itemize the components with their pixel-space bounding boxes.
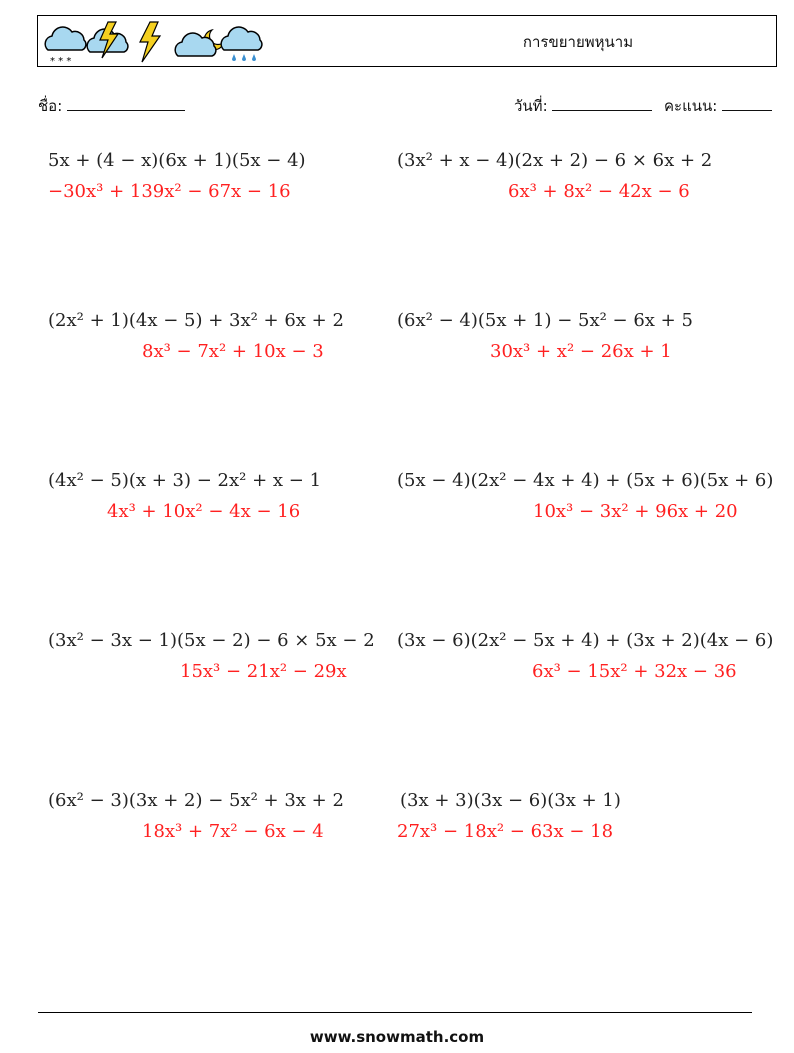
- problem-expression: (6x² − 4)(5x + 1) − 5x² − 6x + 5: [397, 310, 693, 331]
- thunder-cloud-icon: [87, 22, 128, 58]
- name-blank[interactable]: [67, 96, 185, 111]
- problem-expression: (6x² − 3)(3x + 2) − 5x² + 3x + 2: [48, 790, 344, 811]
- name-field: [38, 94, 185, 118]
- problem-expression: (5x − 4)(2x² − 4x + 4) + (5x + 6)(5x + 6): [397, 470, 774, 491]
- problem-answer: 10x³ − 3x² + 96x + 20: [533, 501, 738, 522]
- problem-expression: (3x + 3)(3x − 6)(3x + 1): [400, 790, 621, 811]
- problem-answer: −30x³ + 139x² − 67x − 16: [48, 181, 291, 202]
- problem-answer: 6x³ − 15x² + 32x − 36: [532, 661, 737, 682]
- problem-expression: (3x − 6)(2x² − 5x + 4) + (3x + 2)(4x − 6): [397, 630, 774, 651]
- date-field: [514, 94, 652, 118]
- score-label: คะแนน:: [664, 97, 718, 115]
- problem-answer: 27x³ − 18x² − 63x − 18: [397, 821, 614, 842]
- footer-divider: [38, 1012, 752, 1013]
- score-blank[interactable]: [722, 96, 772, 111]
- problem-expression: (4x² − 5)(x + 3) − 2x² + x − 1: [48, 470, 322, 491]
- night-cloud-icon: [175, 30, 224, 56]
- problem-answer: 15x³ − 21x² − 29x: [180, 661, 347, 682]
- worksheet-header: [37, 15, 777, 67]
- snow-cloud-icon: [45, 27, 86, 64]
- problem-answer: 4x³ + 10x² − 4x − 16: [107, 501, 301, 522]
- date-label: วันที่:: [514, 97, 548, 115]
- lightning-icon: [140, 22, 160, 62]
- rain-cloud-icon: [221, 27, 262, 61]
- footer-url[interactable]: www.snowmath.com: [309, 1028, 485, 1046]
- problem-expression: (2x² + 1)(4x − 5) + 3x² + 6x + 2: [48, 310, 344, 331]
- problem-answer: 30x³ + x² − 26x + 1: [490, 341, 672, 362]
- weather-icons: [42, 20, 272, 64]
- worksheet-title: การขยายพหุนาม: [522, 33, 634, 51]
- name-label: ชื่อ:: [38, 97, 63, 115]
- problem-answer: 6x³ + 8x² − 42x − 6: [508, 181, 690, 202]
- problem-answer: 8x³ − 7x² + 10x − 3: [142, 341, 324, 362]
- problem-answer: 18x³ + 7x² − 6x − 4: [142, 821, 324, 842]
- problem-expression: (3x² − 3x − 1)(5x − 2) − 6 × 5x − 2: [48, 630, 375, 651]
- date-blank[interactable]: [552, 96, 652, 111]
- problem-expression: 5x + (4 − x)(6x + 1)(5x − 4): [48, 150, 306, 171]
- svg-text:* * *: * * *: [50, 56, 72, 64]
- problem-expression: (3x² + x − 4)(2x + 2) − 6 × 6x + 2: [397, 150, 713, 171]
- score-field: [664, 94, 772, 118]
